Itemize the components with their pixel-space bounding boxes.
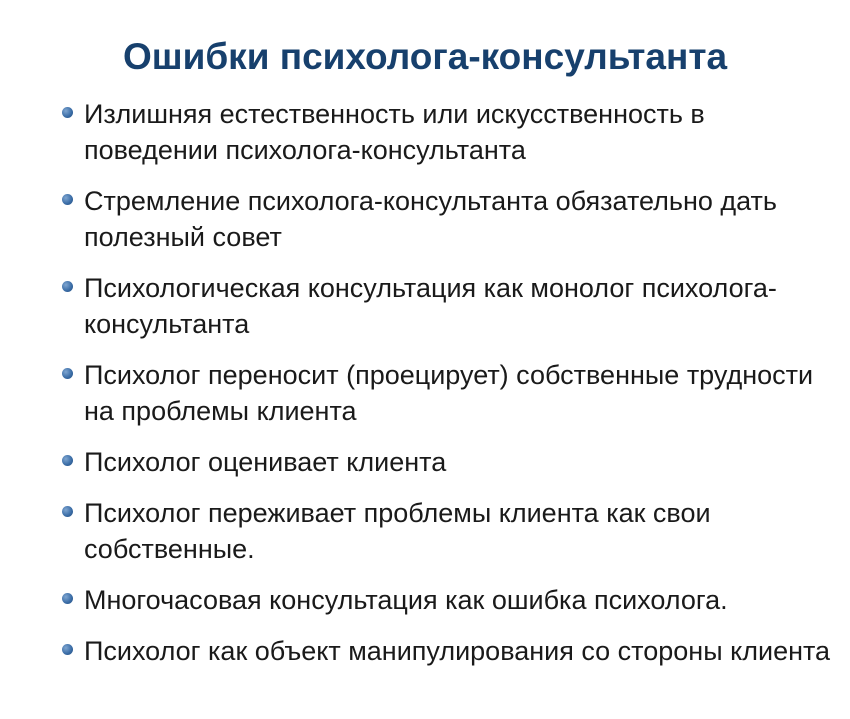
list-item-text: Многочасовая консультация как ошибка психолога. xyxy=(84,585,728,615)
list-item xyxy=(58,582,838,618)
bullet-dot-icon xyxy=(62,644,73,655)
list-item xyxy=(58,96,838,168)
bullet-dot-icon xyxy=(62,455,73,466)
list-item-text: Психолог переносит (проецирует) собственные трудности на проблемы клиента xyxy=(84,360,814,426)
list-item xyxy=(58,270,838,342)
bullet-dot-icon xyxy=(62,368,73,379)
list-item xyxy=(58,183,838,255)
list-item xyxy=(58,495,838,567)
list-item xyxy=(58,633,838,669)
list-item-text: Психологическая консультация как монолог психолога-консультанта xyxy=(84,273,777,339)
list-item xyxy=(58,444,838,480)
list-item-text: Стремление психолога-консультанта обязательно дать полезный совет xyxy=(84,186,777,252)
bullet-dot-icon xyxy=(62,107,73,118)
slide-title: Ошибки психолога-консультанта xyxy=(122,36,728,77)
bullet-dot-icon xyxy=(62,281,73,292)
bullet-dot-icon xyxy=(62,194,73,205)
list-item-text: Психолог переживает проблемы клиента как свои собственные. xyxy=(84,498,711,564)
list-item-text: Излишняя естественность или искусственность в поведении психолога-консультанта xyxy=(84,99,705,165)
list-item-text: Психолог как объект манипулирования со стороны клиента xyxy=(84,636,831,666)
bullet-dot-icon xyxy=(62,506,73,517)
bullet-list xyxy=(58,96,838,684)
list-item-text: Психолог оценивает клиента xyxy=(84,447,447,477)
list-item xyxy=(58,357,838,429)
bullet-dot-icon xyxy=(62,593,73,604)
